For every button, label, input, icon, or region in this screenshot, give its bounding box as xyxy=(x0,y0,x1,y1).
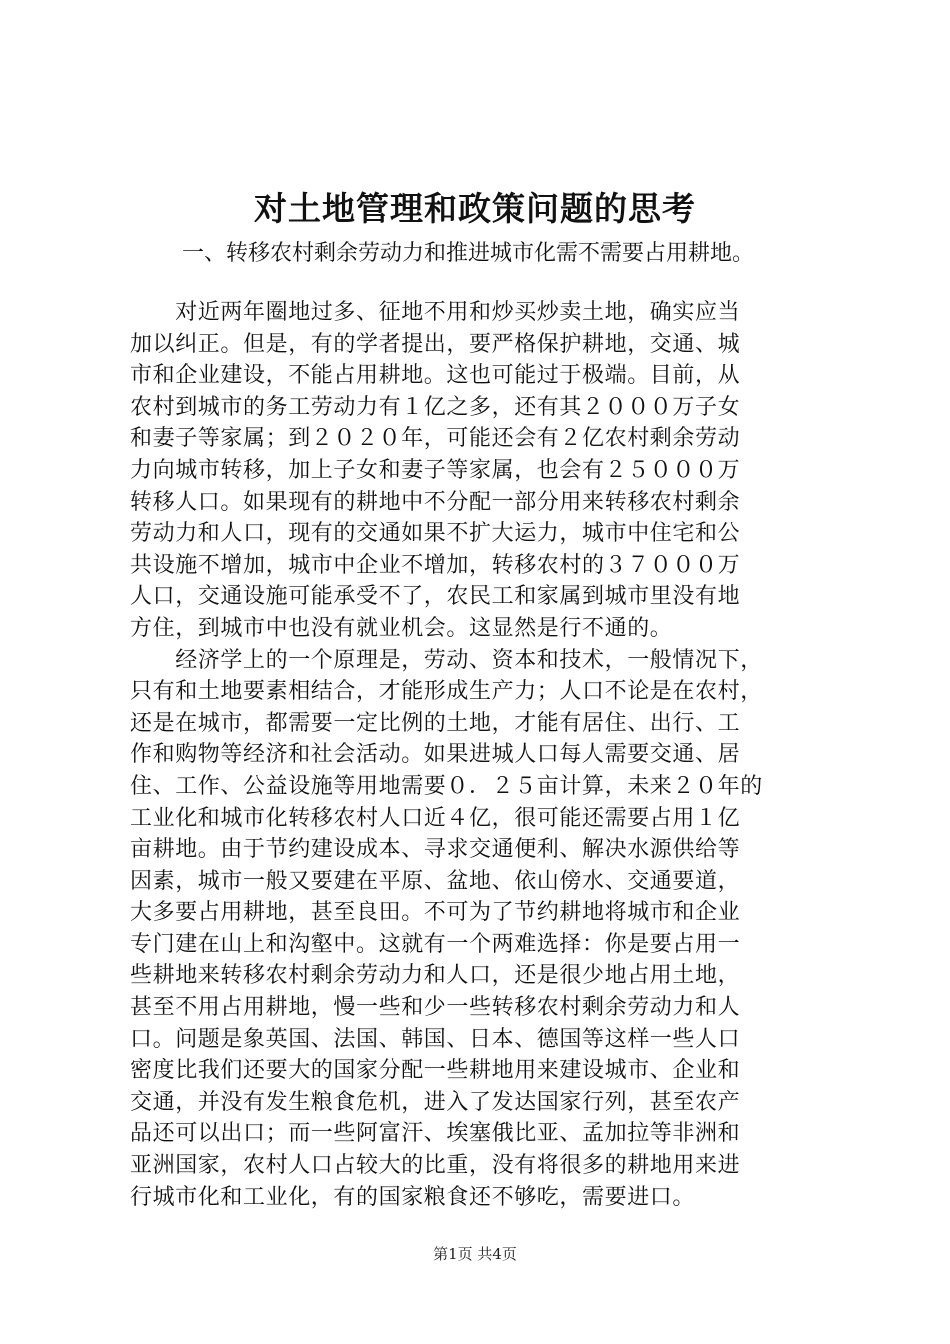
document-body xyxy=(130,297,836,1213)
document-title: 对土地管理和政策问题的思考 xyxy=(254,189,696,228)
text-line: 人口，交通设施可能承受不了，农民工和家属到城市里没有地 xyxy=(130,584,741,610)
text-line: 住、工作、公益设施等用地需要０．２５亩计算，未来２０年的 xyxy=(130,773,763,799)
text-line: 和妻子等家属；到２０２０年，可能还会有２亿农村剩余劳动 xyxy=(130,426,741,452)
text-line: 甚至不用占用耕地，慢一些和少一些转移农村剩余劳动力和人 xyxy=(130,995,741,1021)
text-line: 经济学上的一个原理是，劳动、资本和技术，一般情况下， xyxy=(130,647,763,673)
text-line: 转移人口。如果现有的耕地中不分配一部分用来转移农村剩余 xyxy=(130,489,741,515)
text-line: 行城市化和工业化，有的国家粮食还不够吃，需要进口。 xyxy=(130,1184,696,1210)
text-line: 劳动力和人口，现有的交通如果不扩大运力，城市中住宅和公 xyxy=(130,521,741,547)
text-line: 专门建在山上和沟壑中。这就有一个两难选择：你是要占用一 xyxy=(130,931,741,957)
text-line: 对近两年圈地过多、征地不用和炒买炒卖土地，确实应当 xyxy=(130,300,741,325)
page-number-footer: 第1页 共4页 xyxy=(433,1245,517,1263)
paragraph-1 xyxy=(130,297,836,645)
text-line: 大多要占用耕地，甚至良田。不可为了节约耕地将城市和企业 xyxy=(130,900,741,926)
text-line: 因素，城市一般又要建在平原、盆地、依山傍水、交通要道， xyxy=(130,868,741,894)
text-line: 密度比我们还要大的国家分配一些耕地用来建设城市、企业和 xyxy=(130,1058,741,1084)
section-heading: 一、转移农村剩余劳动力和推进城市化需不需要占用耕地。 xyxy=(182,241,755,266)
text-line: 方住，到城市中也没有就业机会。这显然是行不通的。 xyxy=(130,615,673,641)
text-line: 工业化和城市化转移农村人口近４亿，很可能还需要占用１亿 xyxy=(130,805,741,831)
text-line: 交通，并没有发生粮食危机，进入了发达国家行列，甚至农产 xyxy=(130,1089,741,1115)
text-line: 亩耕地。由于节约建设成本、寻求交通便利、解决水源供给等 xyxy=(130,837,741,863)
text-line: 只有和土地要素相结合，才能形成生产力；人口不论是在农村， xyxy=(130,679,763,705)
text-line: 市和企业建设，不能占用耕地。这也可能过于极端。目前，从 xyxy=(130,363,741,389)
text-line: 共设施不增加，城市中企业不增加，转移农村的３７０００万 xyxy=(130,552,741,578)
text-line: 还是在城市，都需要一定比例的土地，才能有居住、出行、工 xyxy=(130,710,741,736)
text-line: 亚洲国家，农村人口占较大的比重，没有将很多的耕地用来进 xyxy=(130,1153,741,1179)
text-line: 力向城市转移，加上子女和妻子等家属，也会有２５０００万 xyxy=(130,457,741,483)
paragraph-2 xyxy=(130,645,836,1214)
text-line: 些耕地来转移农村剩余劳动力和人口，还是很少地占用土地， xyxy=(130,963,741,989)
text-line: 作和购物等经济和社会活动。如果进城人口每人需要交通、居 xyxy=(130,742,741,768)
text-line: 品还可以出口；而一些阿富汗、埃塞俄比亚、孟加拉等非洲和 xyxy=(130,1121,741,1147)
text-line: 口。问题是象英国、法国、韩国、日本、德国等这样一些人口 xyxy=(130,1026,741,1052)
text-line: 农村到城市的务工劳动力有１亿之多，还有其２０００万子女 xyxy=(130,394,741,420)
text-line: 加以纠正。但是，有的学者提出，要严格保护耕地，交通、城 xyxy=(130,331,741,357)
